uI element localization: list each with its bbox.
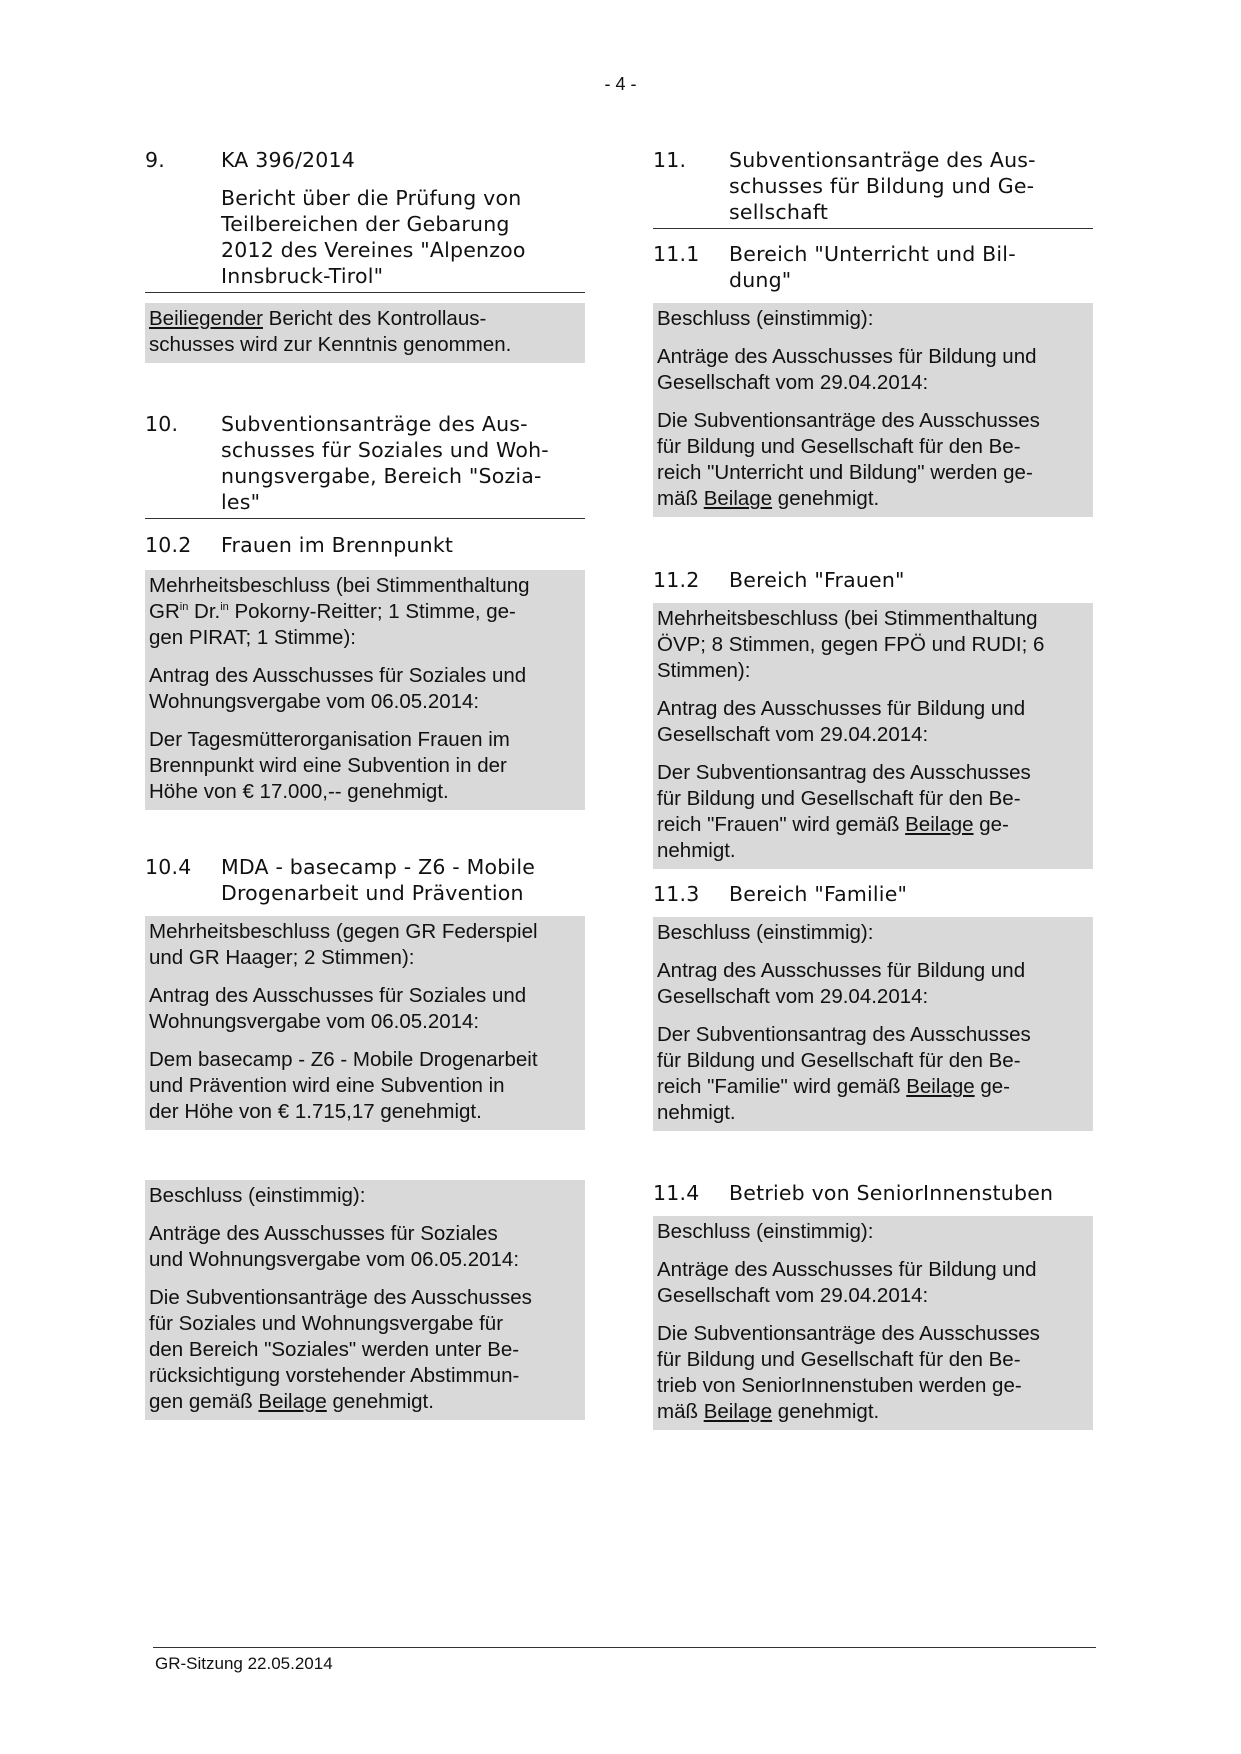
section-heading [145,532,585,558]
vote-result: Beschluss (einstimmig): [657,1220,874,1243]
decision-box [653,917,1093,1131]
attachment-link: Beilage [703,487,773,510]
vote-result: Beschluss (einstimmig): [149,1184,366,1207]
section-number: 10.4 [145,855,192,879]
section-title: KA 396/2014 [221,148,356,172]
attachment-link: Beilage [258,1390,327,1413]
section-title: Frauen im Brennpunkt [221,533,454,557]
agenda-item-10-2 [145,532,585,810]
motion-reference: Antrag des Ausschusses für Bildung und Gesellschaft vom 29.04.2014: [657,697,1026,746]
attachment-link: Beilage [906,1075,975,1098]
section-number: 11.1 [653,242,700,266]
agenda-item-10-summary [145,1180,585,1420]
attachment-link: Beilage [703,1400,773,1423]
decision-text: Der Tagesmütterorganisation Frauen im Brennpunkt wird eine Subvention in der Höhe von € 17.000,-- genehmigt. [149,728,510,803]
agenda-item-11 [653,147,1093,229]
page-number: - 4 - [604,74,637,94]
section-heading [653,241,1093,293]
decision-text: Die Subventionsanträge des Ausschusses für Bildung und Gesellschaft für den Be- trieb von SeniorInnenstuben werden ge- mäß Beilage genehmigt. [657,1322,1040,1423]
decision-box [653,303,1093,517]
section-number: 10. [145,412,179,436]
motion-reference: Anträge des Ausschusses für Soziales und Wohnungsvergabe vom 06.05.2014: [149,1222,520,1271]
decision-box [145,303,585,363]
motion-reference: Antrag des Ausschusses für Soziales und Wohnungsvergabe vom 06.05.2014: [149,984,527,1033]
vote-result: Mehrheitsbeschluss (bei Stimmenthaltung ÖVP; 8 Stimmen, gegen FPÖ und RUDI; 6 Stimmen): [657,607,1045,682]
agenda-item-10-4 [145,854,585,1130]
agenda-item-11-3 [653,881,1093,1131]
decision-box [145,1180,585,1420]
agenda-item-9 [145,147,585,363]
section-title: Subventionsanträge des Aus- schusses für Soziales und Woh- nungsvergabe, Bereich "Sozia- les" [221,412,549,514]
agenda-item-10 [145,411,585,519]
section-title: Bereich "Familie" [729,882,908,906]
section-title: Bereich "Frauen" [729,568,905,592]
section-heading [653,147,1093,229]
decision-box [145,916,585,1130]
decision-text: Dem basecamp - Z6 - Mobile Drogenarbeit und Prävention wird eine Subvention in der Höhe von € 1.715,17 genehmigt. [149,1048,538,1123]
vote-result: Mehrheitsbeschluss (bei Stimmenthaltung $GR^{in}$ Dr.$^{in}$ Pokorny-Reitter; 1 Stimme, ge- gen PIRAT; 1 Stimme): [149,574,530,649]
motion-reference: Anträge des Ausschusses für Bildung und Gesellschaft vom 29.04.2014: [657,345,1037,394]
decision-text: Bericht des Kontrollaus- schusses wird zur Kenntnis genommen. [149,307,512,356]
decision-box [653,603,1093,869]
section-heading [145,854,585,906]
motion-reference: Antrag des Ausschusses für Soziales und Wohnungsvergabe vom 06.05.2014: [149,664,527,713]
agenda-item-11-2 [653,567,1093,869]
section-title: MDA - basecamp - Z6 - Mobile Drogenarbeit und Prävention [221,855,536,905]
section-heading [653,881,1093,907]
section-number: 10.2 [145,533,192,557]
agenda-item-11-4 [653,1180,1093,1430]
attachment-link: Beilage [905,813,974,836]
decision-text: Die Subventionsanträge des Ausschusses für Bildung und Gesellschaft für den Be- reich "Unterricht und Bildung" werden ge- mäß Beilage genehmigt. [657,409,1040,510]
vote-result: Beschluss (einstimmig): [657,921,874,944]
section-number: 11. [653,148,687,172]
footer-text: GR-Sitzung 22.05.2014 [155,1654,333,1673]
vote-result: Beschluss (einstimmig): [657,307,874,330]
underlined-word: Beiliegender [149,307,263,330]
section-subtitle: Bericht über die Prüfung von Teilbereichen der Gebarung 2012 des Vereines "Alpenzoo Innsbruck-Tirol" [221,186,526,288]
section-title: Betrieb von SeniorInnenstuben [729,1181,1054,1205]
motion-reference: Anträge des Ausschusses für Bildung und Gesellschaft vom 29.04.2014: [657,1258,1037,1307]
vote-result: Mehrheitsbeschluss (gegen GR Federspiel und GR Haager; 2 Stimmen): [149,920,538,969]
section-title: Subventionsanträge des Aus- schusses für Bildung und Ge- sellschaft [729,148,1036,224]
decision-text: Der Subventionsantrag des Ausschusses für Bildung und Gesellschaft für den Be- reich "Familie" wird gemäß Beilage ge- nehmigt. [657,1023,1031,1124]
agenda-item-11-1 [653,241,1093,517]
footer-divider [153,1647,1096,1648]
section-heading [653,567,1093,593]
decision-box [145,570,585,810]
section-number: 11.2 [653,568,700,592]
section-title: Bereich "Unterricht und Bil- dung" [729,242,1016,292]
section-number: 9. [145,148,165,172]
motion-reference: Antrag des Ausschusses für Bildung und Gesellschaft vom 29.04.2014: [657,959,1026,1008]
decision-box [653,1216,1093,1430]
decision-text: Die Subventionsanträge des Ausschusses für Soziales und Wohnungsvergabe für den Bereich "Soziales" werden unter Be- rücksichtigung vorstehender Abstimmun- gen gemäß Beilage genehmigt. [149,1286,532,1413]
section-number: 11.4 [653,1181,700,1205]
section-heading [145,411,585,519]
decision-text: Der Subventionsantrag des Ausschusses für Bildung und Gesellschaft für den Be- reich "Frauen" wird gemäß Beilage ge- nehmigt. [657,761,1031,862]
section-number: 11.3 [653,882,700,906]
section-heading [653,1180,1093,1206]
section-heading [145,147,585,293]
